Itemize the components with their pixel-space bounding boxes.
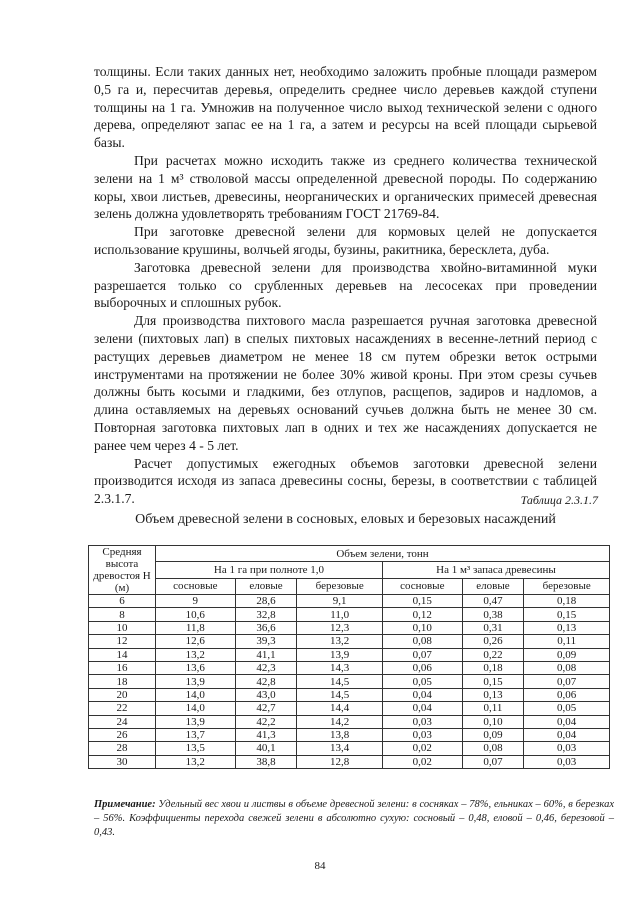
table-cell: 0,08 <box>382 635 462 648</box>
header-volume: Объем зелени, тонн <box>156 546 610 562</box>
table-cell: 22 <box>89 702 156 715</box>
table-cell: 10,6 <box>156 608 236 621</box>
table-cell: 38,8 <box>235 755 297 768</box>
table-cell: 20 <box>89 688 156 701</box>
table-cell: 40,1 <box>235 742 297 755</box>
table-cell: 0,07 <box>462 755 524 768</box>
table-cell: 28 <box>89 742 156 755</box>
table-cell: 13,2 <box>156 755 236 768</box>
table-cell: 0,04 <box>382 702 462 715</box>
table-cell: 0,07 <box>524 675 610 688</box>
sub-header-cell: березовые <box>297 578 383 594</box>
table-cell: 0,13 <box>462 688 524 701</box>
table-cell: 14,0 <box>156 702 236 715</box>
table-row <box>89 648 610 661</box>
table-cell: 0,08 <box>524 661 610 674</box>
table-cell: 0,18 <box>524 595 610 608</box>
table-row <box>89 635 610 648</box>
table-cell: 0,03 <box>524 755 610 768</box>
table-cell: 41,1 <box>235 648 297 661</box>
table-cell: 0,47 <box>462 595 524 608</box>
sub-header-cell: сосновые <box>382 578 462 594</box>
table-cell: 11,0 <box>297 608 383 621</box>
table-cell: 0,03 <box>382 715 462 728</box>
note-label: Примечание: <box>94 799 156 810</box>
table-title: Объем древесной зелени в сосновых, еловых и березовых насаждений <box>135 512 556 527</box>
table-row <box>89 675 610 688</box>
table-cell: 0,38 <box>462 608 524 621</box>
header-group-per-m3: На 1 м³ запаса древесины <box>382 562 609 578</box>
table-cell: 0,10 <box>462 715 524 728</box>
table-cell: 12,8 <box>297 755 383 768</box>
paragraph: При заготовке древесной зелени для кормовых целей не допускается использование крушины, волчьей ягоды, бузины, ракитника, бересклета, дуба. <box>94 224 597 257</box>
paragraph: При расчетах можно исходить также из среднего количества технической зелени на 1 м³ стволовой массы определенной древесной породы. По содержанию коры, хвои листьев, древесины, неорганических и органических примесей древесная зелень должна удовлетворять требованиям ГОСТ 21769-84. <box>94 152 597 222</box>
sub-header-cell: березовые <box>524 578 610 594</box>
table-cell: 0,13 <box>524 621 610 634</box>
table-cell: 6 <box>89 595 156 608</box>
table-cell: 13,9 <box>156 675 236 688</box>
table-cell: 13,2 <box>297 635 383 648</box>
table-row <box>89 621 610 634</box>
sub-header-cell: еловые <box>462 578 524 594</box>
sub-header-cell: еловые <box>235 578 297 594</box>
table-cell: 14,5 <box>297 688 383 701</box>
table-cell: 30 <box>89 755 156 768</box>
table-cell: 8 <box>89 608 156 621</box>
table-cell: 43,0 <box>235 688 297 701</box>
paragraph: Расчет допустимых ежегодных объемов заготовки древесной зелени производится исходя из запаса древесины сосны, березы, в соответствии с таблицей 2.3.1.7. <box>94 455 597 507</box>
table-cell: 0,09 <box>524 648 610 661</box>
table-cell: 0,22 <box>462 648 524 661</box>
table-cell: 0,04 <box>524 715 610 728</box>
table-cell: 10 <box>89 621 156 634</box>
table-cell: 13,9 <box>156 715 236 728</box>
table-cell: 0,07 <box>382 648 462 661</box>
table-cell: 13,8 <box>297 728 383 741</box>
table-cell: 14,4 <box>297 702 383 715</box>
table-note <box>94 798 614 840</box>
table-cell: 0,04 <box>382 688 462 701</box>
table-cell: 28,6 <box>235 595 297 608</box>
table-cell: 42,3 <box>235 661 297 674</box>
table-cell: 13,6 <box>156 661 236 674</box>
table-row <box>89 755 610 768</box>
table-label: Таблица 2.3.1.7 <box>520 493 598 507</box>
table-row <box>89 742 610 755</box>
paragraph: Заготовка древесной зелени для производства хвойно-витаминной муки разрешается только со срубленных деревьев на лесосеках при проведении выборочных и сплошных рубок. <box>94 259 597 311</box>
table-cell: 13,9 <box>297 648 383 661</box>
page-number: 84 <box>314 860 326 872</box>
table-cell: 11,8 <box>156 621 236 634</box>
table-cell: 0,15 <box>462 675 524 688</box>
table-cell: 14,0 <box>156 688 236 701</box>
table-cell: 24 <box>89 715 156 728</box>
table-cell: 14,3 <box>297 661 383 674</box>
table-row <box>89 608 610 621</box>
header-group-per-ha: На 1 га при полноте 1,0 <box>156 562 383 578</box>
table-cell: 0,03 <box>382 728 462 741</box>
table-cell: 0,11 <box>462 702 524 715</box>
table-cell: 14,5 <box>297 675 383 688</box>
table-cell: 9 <box>156 595 236 608</box>
table-cell: 0,26 <box>462 635 524 648</box>
table-cell: 0,18 <box>462 661 524 674</box>
table-cell: 0,12 <box>382 608 462 621</box>
table-cell: 42,8 <box>235 675 297 688</box>
table-row <box>89 715 610 728</box>
table-row <box>89 728 610 741</box>
table-cell: 0,11 <box>524 635 610 648</box>
body-text <box>94 63 597 508</box>
table-cell: 26 <box>89 728 156 741</box>
table-cell: 13,5 <box>156 742 236 755</box>
table-cell: 13,2 <box>156 648 236 661</box>
sub-header-cell: сосновые <box>156 578 236 594</box>
table-cell: 12 <box>89 635 156 648</box>
table-row <box>89 661 610 674</box>
table-cell: 0,15 <box>382 595 462 608</box>
table-cell: 18 <box>89 675 156 688</box>
table-cell: 41,3 <box>235 728 297 741</box>
table-cell: 0,31 <box>462 621 524 634</box>
table-cell: 13,7 <box>156 728 236 741</box>
table-cell: 0,08 <box>462 742 524 755</box>
table-cell: 39,3 <box>235 635 297 648</box>
table-cell: 0,06 <box>524 688 610 701</box>
table-body <box>89 595 610 769</box>
table-cell: 0,10 <box>382 621 462 634</box>
table-row <box>89 688 610 701</box>
table-cell: 14 <box>89 648 156 661</box>
table-cell: 14,2 <box>297 715 383 728</box>
table-cell: 0,09 <box>462 728 524 741</box>
table-cell: 32,8 <box>235 608 297 621</box>
table-cell: 0,02 <box>382 755 462 768</box>
table-cell: 0,05 <box>524 702 610 715</box>
table-row <box>89 595 610 608</box>
header-height: Средняя высота древостоя Н (м) <box>89 546 156 595</box>
data-table <box>88 545 610 769</box>
paragraph: Для производства пихтового масла разрешается ручная заготовка древесной зелени (пихтовых лап) в спелых пихтовых насаждениях в весенне-летний период с растущих деревьев диаметром не менее 18 см путем обрезки веток острыми инструментами на протяжении не более 30% живой кроны. При этом срезы сучьев должны быть косыми и гладкими, без отлупов, расщепов, задиров и надломов, а длина оставляемых на деревьях оснований сучьев должна быть не менее 30 см. Повторная заготовка пихтовых лап в одних и тех же насаждениях допускается не ранее чем через 4 - 5 лет. <box>94 313 597 453</box>
table-cell: 9,1 <box>297 595 383 608</box>
table-cell: 42,2 <box>235 715 297 728</box>
sub-header-row <box>89 578 610 594</box>
paragraph: толщины. Если таких данных нет, необходимо заложить пробные площади размером 0,5 га и, пересчитав деревья, определить среднее число деревьев каждой ступени толщины на 1 га. Умножив на полученное число выход технической зелени с одного дерева, определяют запас ее на 1 га, а затем и ресурсы на всей площади сырьевой базы. <box>94 64 597 151</box>
table-cell: 0,05 <box>382 675 462 688</box>
table-cell: 12,6 <box>156 635 236 648</box>
table-cell: 0,02 <box>382 742 462 755</box>
table-cell: 13,4 <box>297 742 383 755</box>
table-cell: 36,6 <box>235 621 297 634</box>
table-row <box>89 702 610 715</box>
table-cell: 12,3 <box>297 621 383 634</box>
table-cell: 0,04 <box>524 728 610 741</box>
table-cell: 16 <box>89 661 156 674</box>
table-cell: 0,06 <box>382 661 462 674</box>
table-cell: 42,7 <box>235 702 297 715</box>
table-cell: 0,03 <box>524 742 610 755</box>
table-cell: 0,15 <box>524 608 610 621</box>
note-text: Удельный вес хвои и листвы в объеме древесной зелени: в сосняках – 78%, ельниках – 60%, в березках – 56%. Коэффициенты перехода свежей зелени в абсолютно сухую: сосновый – 0,48, еловой – 0,46, березовой – 0,43. <box>94 799 614 838</box>
